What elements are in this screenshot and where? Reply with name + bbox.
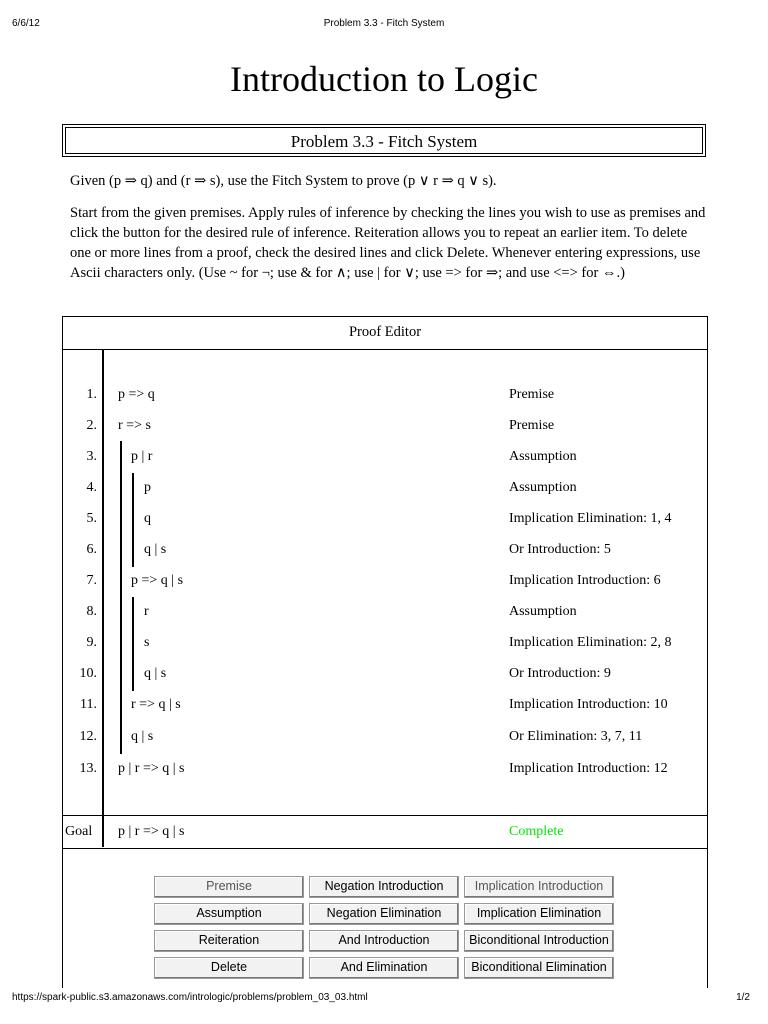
problem-title: Problem 3.3 - Fitch System — [65, 127, 703, 154]
given-statement: Given (p ⇒ q) and (r ⇒ s), use the Fitch System to prove (p ∨ r ⇒ q ∨ s). — [70, 173, 497, 189]
line-number: 2. — [86, 418, 97, 433]
line-number: 7. — [86, 573, 97, 588]
proof-line[interactable] — [63, 441, 707, 472]
biconditional-elimination-button[interactable]: Biconditional Elimination — [464, 957, 614, 979]
line-justification: Implication Elimination: 1, 4 — [509, 511, 672, 526]
proof-line[interactable] — [63, 379, 707, 410]
print-page-number: 1/2 — [736, 992, 750, 1003]
line-number: 13. — [79, 761, 97, 776]
goal-expression: p | r => q | s — [118, 824, 185, 839]
line-justification: Or Elimination: 3, 7, 11 — [509, 729, 643, 744]
line-justification: Implication Elimination: 2, 8 — [509, 635, 672, 650]
line-expression: r => s — [118, 418, 151, 433]
line-expression: p => q | s — [131, 573, 184, 588]
implication-elimination-button[interactable]: Implication Elimination — [464, 903, 614, 925]
line-expression: s — [144, 635, 150, 650]
proof-line[interactable] — [63, 410, 707, 441]
line-justification: Or Introduction: 9 — [509, 666, 611, 681]
assumption-button[interactable]: Assumption — [154, 903, 304, 925]
proof-line[interactable] — [63, 689, 707, 720]
proof-line[interactable] — [63, 627, 707, 658]
negation-introduction-button[interactable]: Negation Introduction — [309, 876, 459, 898]
line-number: 8. — [86, 604, 97, 619]
delete-button[interactable]: Delete — [154, 957, 304, 979]
print-title: Problem 3.3 - Fitch System — [323, 18, 445, 29]
line-justification: Assumption — [509, 480, 577, 495]
line-number: 1. — [86, 387, 97, 402]
negation-elimination-button[interactable]: Negation Elimination — [309, 903, 459, 925]
and-elimination-button[interactable]: And Elimination — [309, 957, 459, 979]
premise-button[interactable]: Premise — [154, 876, 304, 898]
line-expression: p | r — [131, 449, 153, 464]
page-title: Introduction to Logic — [230, 59, 538, 99]
print-date: 6/6/12 — [12, 18, 40, 29]
line-expression: p => q — [118, 387, 155, 402]
line-justification: Or Introduction: 5 — [509, 542, 611, 557]
instructions: Start from the given premises. Apply rules of inference by checking the lines you wish to use as premises and click the button for the desired rule of inference. Reiteration allows you to repeat an earlier item. To delete one or more lines from a proof, check the desired lines and click Delete. Whenever entering expressions, use Ascii characters only. (Use ~ for ¬; use & for ∧; use | for ∨; use => for ⇒; and use <=> for ⇔.) — [70, 205, 706, 281]
line-expression: q | s — [144, 542, 167, 557]
line-justification: Implication Introduction: 12 — [509, 761, 668, 776]
line-justification: Assumption — [509, 604, 577, 619]
proof-line[interactable] — [63, 472, 707, 503]
line-expression: q | s — [131, 729, 154, 744]
line-number: 5. — [86, 511, 97, 526]
problem-title-box — [62, 124, 706, 157]
proof-editor-title: Proof Editor — [63, 317, 707, 350]
and-introduction-button[interactable]: And Introduction — [309, 930, 459, 952]
line-number: 11. — [80, 697, 97, 712]
line-expression: p — [144, 480, 151, 495]
proof-line[interactable] — [63, 503, 707, 534]
line-number: 3. — [86, 449, 97, 464]
line-justification: Premise — [509, 387, 555, 402]
line-expression: r => q | s — [131, 697, 181, 712]
proof-line[interactable] — [63, 596, 707, 627]
reiteration-button[interactable]: Reiteration — [154, 930, 304, 952]
line-expression: p | r => q | s — [118, 761, 185, 776]
line-number: 4. — [86, 480, 97, 495]
goal-row — [63, 816, 707, 847]
line-justification: Implication Introduction: 6 — [509, 573, 661, 588]
proof-editor — [62, 316, 708, 988]
line-expression: r — [144, 604, 149, 619]
line-expression: q | s — [144, 666, 167, 681]
line-justification: Premise — [509, 418, 555, 433]
line-justification: Assumption — [509, 449, 577, 464]
implication-introduction-button[interactable]: Implication Introduction — [464, 876, 614, 898]
line-number: 9. — [86, 635, 97, 650]
proof-line[interactable] — [63, 565, 707, 596]
biconditional-introduction-button[interactable]: Biconditional Introduction — [464, 930, 614, 952]
line-number: 10. — [79, 666, 97, 681]
line-expression: q — [144, 511, 151, 526]
print-footer-url: https://spark-public.s3.amazonaws.com/intrologic/problems/problem_03_03.html — [12, 992, 368, 1003]
proof-line[interactable] — [63, 721, 707, 752]
goal-divider-bottom — [63, 848, 707, 849]
line-number: 6. — [86, 542, 97, 557]
proof-line[interactable] — [63, 658, 707, 689]
goal-label: Goal — [65, 824, 93, 839]
proof-line[interactable] — [63, 534, 707, 565]
goal-status: Complete — [509, 824, 564, 839]
line-justification: Implication Introduction: 10 — [509, 697, 668, 712]
proof-line[interactable] — [63, 753, 707, 784]
line-number: 12. — [79, 729, 97, 744]
